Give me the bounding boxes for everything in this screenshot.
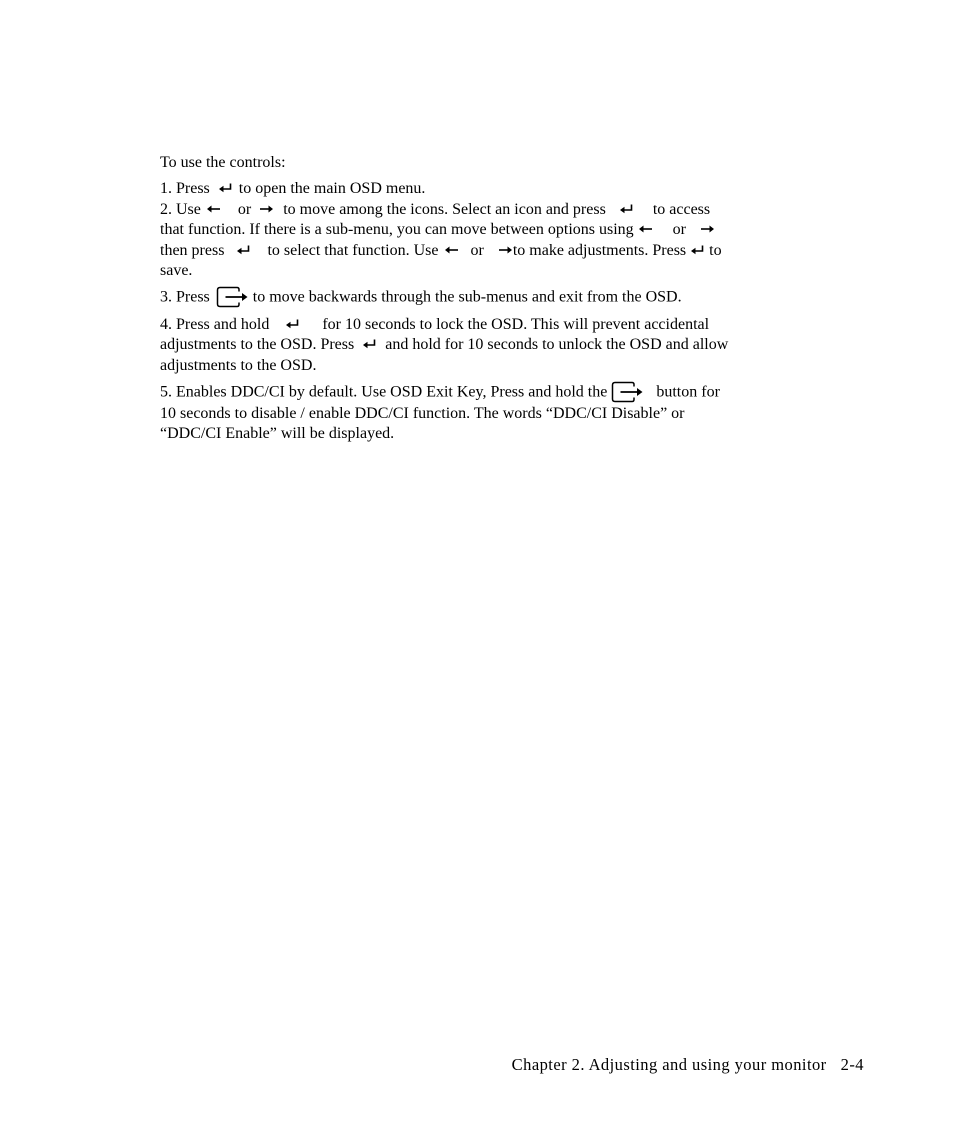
enter-arrow-icon	[362, 338, 377, 350]
exit-icon	[611, 381, 644, 403]
instructions-body	[160, 153, 800, 450]
left-arrow-icon	[638, 224, 653, 234]
right-arrow-icon	[498, 245, 513, 255]
enter-arrow-icon	[690, 244, 705, 256]
step-2: 2. Use or to move among the icons. Select an icon and press to access that function. If there is a sub-menu, you can move between options using or then press to select that function. Use or to make adjustments. Press to save.	[160, 200, 722, 279]
step-1-text-a: 1. Press	[160, 180, 210, 197]
enter-arrow-icon	[218, 182, 233, 194]
enter-arrow-icon	[285, 318, 300, 330]
intro-text: To use the controls:	[160, 154, 286, 171]
chapter-title: Chapter 2. Adjusting and using your monitor	[511, 1055, 827, 1074]
enter-arrow-icon	[619, 203, 634, 215]
right-arrow-icon	[259, 204, 274, 214]
step-4: 4. Press and hold for 10 seconds to lock the OSD. This will prevent accidental adjustments to the OSD. Press and hold for 10 seconds to unlock the OSD and allow adjustments to the OSD.	[160, 315, 729, 374]
left-arrow-icon	[206, 204, 221, 214]
enter-arrow-icon	[236, 244, 251, 256]
step-1-text-b: to open the main OSD menu.	[238, 180, 426, 197]
exit-icon	[216, 286, 249, 308]
page-number: 2-4	[840, 1055, 864, 1074]
page-footer	[512, 1055, 864, 1075]
step-3: 3. Press to move backwards through the sub-menus and exit from the OSD.	[160, 287, 800, 309]
step-5: 5. Enables DDC/CI by default. Use OSD Exit Key, Press and hold the button for 10 seconds to disable / enable DDC/CI function. The words “DDC/CI Disable” or “DDC/CI Enable” will be displayed.	[160, 382, 800, 445]
step-1	[160, 179, 800, 200]
right-arrow-icon	[700, 224, 715, 234]
left-arrow-icon	[444, 245, 459, 255]
